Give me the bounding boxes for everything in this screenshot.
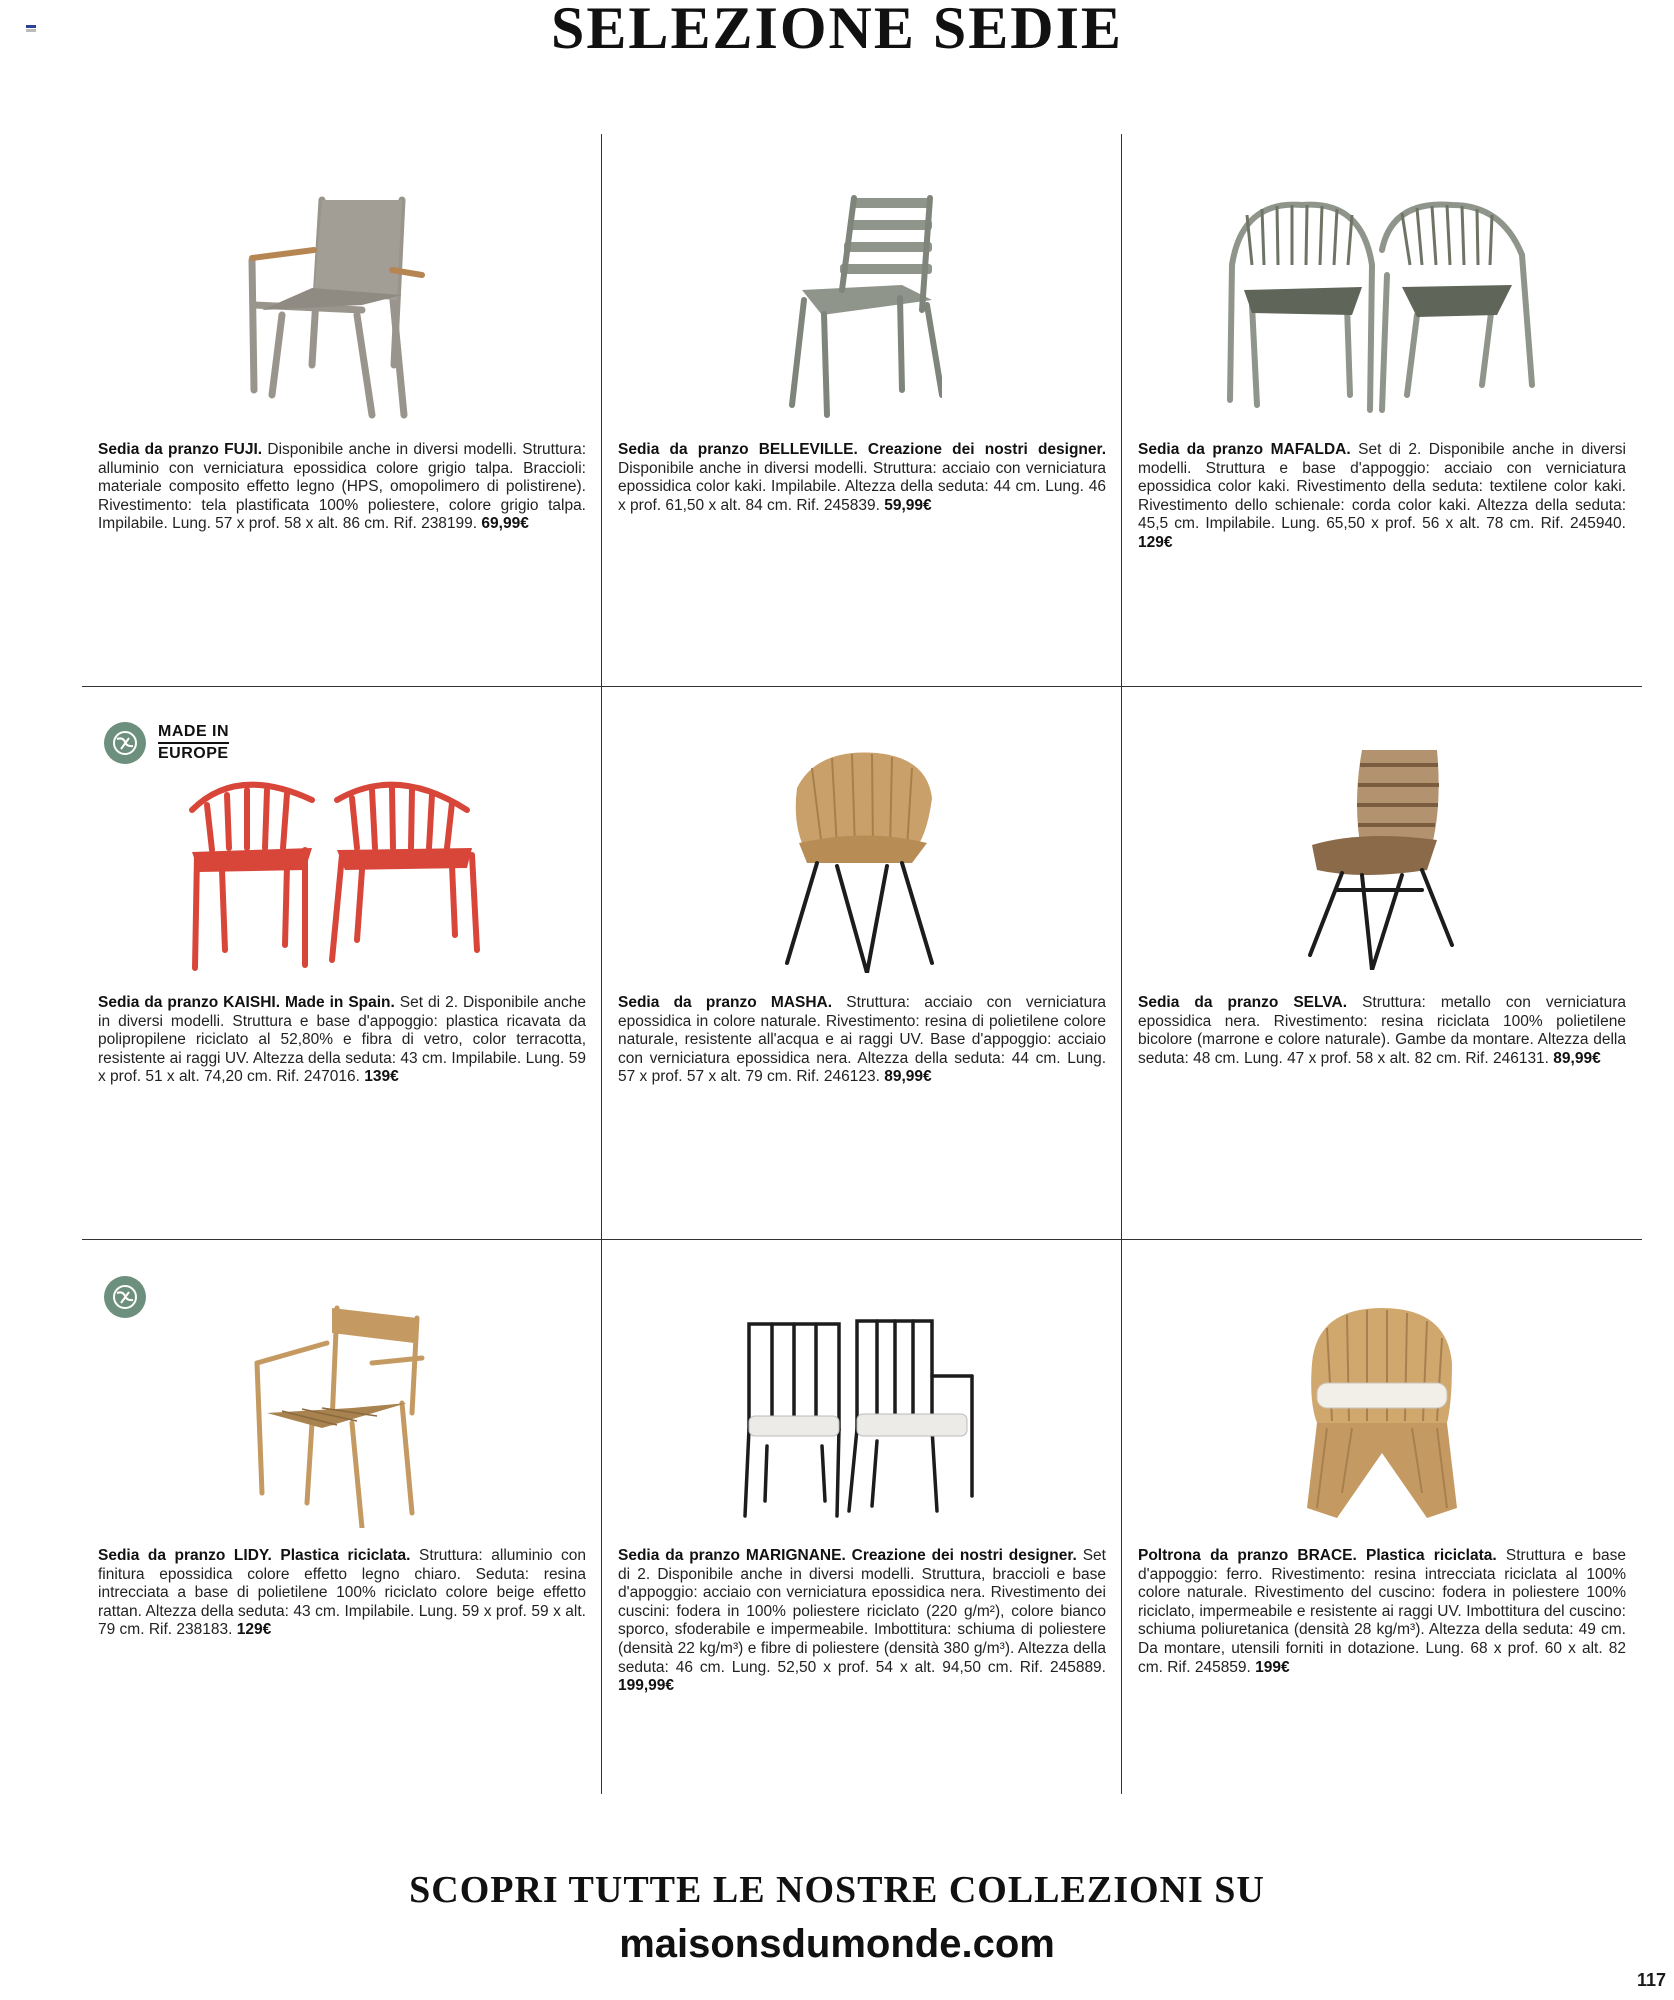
product-price: 139€: [364, 1068, 399, 1086]
product-name: Sedia da pranzo LIDY. Plastica riciclata.: [98, 1547, 411, 1564]
product-description: [1138, 1547, 1626, 1677]
terracotta-chairs-icon: [187, 770, 497, 975]
rattan-armchair-icon: [1297, 1303, 1467, 1528]
product-details: Struttura: acciaio con verniciatura epossidica in colore naturale. Rivestimento: resina di polietilene colore naturale, resistente all'acqua e ai raggi UV. Base d'appoggio: acciaio con verniciatura epossidica nera. Altezza della seduta: 44 cm. Lung. 57 x prof. 57 x alt. 79 cm. Rif. 246123.: [618, 994, 1106, 1086]
product-description: [98, 1547, 586, 1640]
product-price: 89,99€: [884, 1068, 932, 1086]
product-details: Set di 2. Disponibile anche in diversi modelli. Struttura e base d'appoggio: plastica ricavata da polipropilene riciclato al 52,80% e fibra di vetro, color terracotta, resistente ai raggi UV. Altezza della seduta: 43 cm. Impilabile. Lung. 59 x prof. 51 x alt. 74,20 cm. Rif. 247016.: [98, 994, 586, 1086]
globe-icon: [104, 722, 146, 764]
product-price: 89,99€: [1553, 1049, 1601, 1067]
product-name: Sedia da pranzo MAFALDA.: [1138, 441, 1351, 458]
badge-line-1: MADE IN: [158, 722, 229, 744]
product-price: 199,99€: [618, 1677, 675, 1695]
product-image: [1138, 1303, 1626, 1543]
footer-tagline: SCOPRI TUTTE LE NOSTRE COLLEZIONI SU: [409, 1869, 1265, 1911]
product-price: 199€: [1255, 1658, 1290, 1676]
product-image: [98, 770, 586, 1010]
product-details: Disponibile anche in diversi modelli. Struttura: acciaio con verniciatura epossidica color kaki. Impilabile. Altezza della seduta: 44 cm. Lung. 46 x prof. 61,50 x alt. 84 cm. Rif. 245839.: [618, 459, 1106, 514]
product-image: [98, 1303, 586, 1543]
product-name: Sedia da pranzo BELLEVILLE. Creazione dei nostri designer.: [618, 441, 1106, 458]
product-image: [618, 1316, 1106, 1556]
product-name: Sedia da pranzo MARIGNANE. Creazione dei nostri designer.: [618, 1547, 1077, 1564]
product-image: [98, 190, 586, 430]
product-image: [1138, 195, 1626, 435]
product-details: Disponibile anche in diversi modelli. Struttura: alluminio con verniciatura epossidica colore grigio talpa. Braccioli: materiale composito effetto legno (HPS, omopolimero di polistirene). Rivestimento: tela plastificata 100% poliestere, colore grigio talpa. Impilabile. Lung. 57 x prof. 58 x alt. 86 cm. Rif. 238199.: [98, 441, 587, 533]
product-name: Sedia da pranzo SELVA.: [1138, 994, 1348, 1011]
product-price: 129€: [1138, 533, 1173, 551]
taupe-armchair-icon: [242, 190, 442, 430]
page-number: 117: [1636, 1970, 1666, 1990]
column-divider: [1121, 134, 1122, 1794]
product-name: Sedia da pranzo MASHA.: [618, 994, 833, 1011]
product-description: [98, 994, 586, 1087]
wood-effect-armchair-icon: [252, 1303, 432, 1528]
column-divider: [601, 134, 602, 1794]
product-name: Sedia da pranzo FUJI.: [98, 441, 263, 458]
product-price: 69,99€: [481, 515, 529, 533]
woven-chair-icon: [1302, 745, 1462, 970]
flag-icon: [26, 25, 36, 35]
product-price: 59,99€: [884, 496, 932, 514]
product-details: Struttura: alluminio con finitura epossidica colore effetto legno chiaro. Seduta: resina intrecciata a base di polietilene 100% riciclato colore beige effetto rattan. Altezza della seduta: 43 cm. Impilabile. Lung. 59 x prof. 59 x alt. 79 cm. Rif. 238183.: [98, 1547, 586, 1639]
website-link[interactable]: maisonsdumonde.com: [619, 1922, 1055, 1966]
product-description: [618, 441, 1106, 515]
badge-label: [158, 722, 229, 764]
product-description: [98, 441, 586, 534]
product-details: Struttura: metallo con verniciatura epossidica nera. Rivestimento: resina riciclata 100% polietilene bicolore (marrone e colore naturale). Gambe da montare. Altezza della seduta: 48 cm. Lung. 47 x prof. 58 x alt. 82 cm. Rif. 246131.: [1138, 994, 1626, 1067]
product-name: Sedia da pranzo KAISHI. Made in Spain.: [98, 994, 395, 1011]
product-image: [618, 190, 1106, 430]
product-description: [618, 994, 1106, 1087]
made-in-europe-badge: [104, 722, 229, 764]
product-description: [1138, 441, 1626, 553]
product-details: Set di 2. Disponibile anche in diversi modelli. Struttura, braccioli e base d'appoggio: acciaio con verniciatura epossidica nera. Rivestimento dei cuscini: fodera in 100% poliestere riciclato (220 g/m²), colore bianco sporco, sfoderabile e impermeabile. Imbottitura: schiuma di poliestere (densità 22 kg/m³) e fibre di poliestere (densità 380 g/m³). Altezza della seduta: 46 cm. Lung. 52,50 x prof. 54 x alt. 94,50 cm. Rif. 245889.: [618, 1547, 1106, 1676]
iron-armchairs-icon: [737, 1316, 987, 1521]
product-image: [1138, 745, 1626, 985]
khaki-slat-chair-icon: [782, 190, 942, 430]
rattan-bucket-chair-icon: [777, 748, 947, 973]
product-price: 129€: [236, 1621, 272, 1639]
product-description: [1138, 994, 1626, 1068]
row-divider: [82, 686, 1642, 687]
product-details: Struttura e base d'appoggio: ferro. Rivestimento: resina intrecciata riciclata al 100% colore naturale. Rivestimento del cuscino: fodera in poliestere 100% riciclato, impermeabile e resistente ai raggi UV. Imbottitura del cuscino: schiuma poliuretanica (densità 28 kg/m³). Altezza della seduta: 49 cm. Da montare, utensili forniti in dotazione. Lung. 68 x prof. 60 x alt. 82 cm. Rif. 245859.: [1138, 1547, 1626, 1676]
row-divider: [82, 1239, 1642, 1240]
product-image: [618, 748, 1106, 988]
product-description: [618, 1547, 1106, 1696]
product-name: Poltrona da pranzo BRACE. Plastica riciclata.: [1138, 1547, 1497, 1564]
page-title: SELEZIONE SEDIE: [551, 0, 1123, 61]
cord-armchairs-icon: [1222, 195, 1542, 430]
badge-line-2: EUROPE: [158, 745, 229, 762]
product-details: Set di 2. Disponibile anche in diversi modelli. Struttura e base d'appoggio: acciaio con verniciatura epossidica color kaki. Rivestimento della seduta: textilene color kaki. Rivestimento dello schienale: corda color kaki. Altezza della seduta: 45,5 cm. Impilabile. Lung. 65,50 x prof. 56 x alt. 78 cm. Rif. 245940.: [1138, 441, 1626, 533]
